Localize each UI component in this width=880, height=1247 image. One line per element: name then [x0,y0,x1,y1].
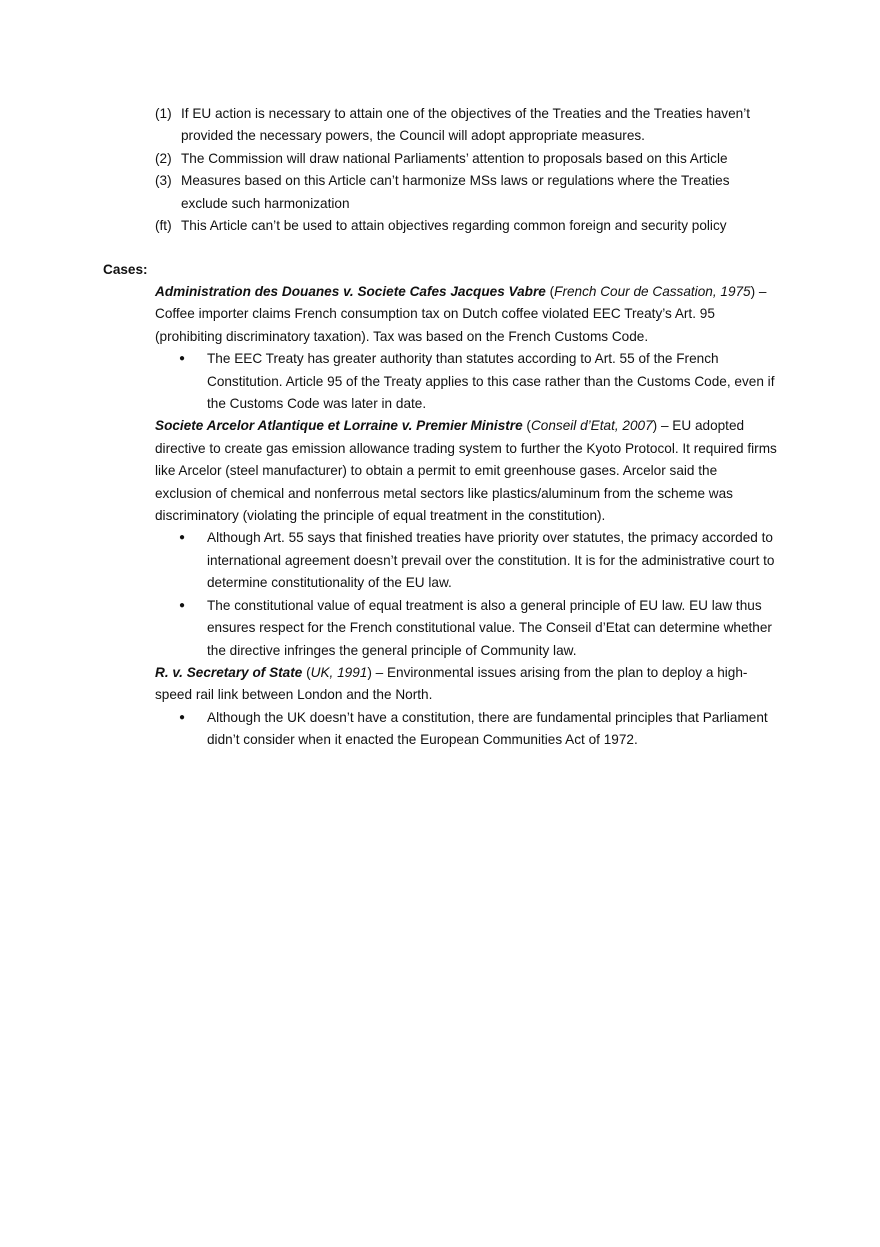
case-open-paren: ( [522,418,531,434]
bullet-item [155,527,777,594]
case-open-paren: ( [302,664,311,680]
numbered-item-text: If EU action is necessary to attain one of the objectives of the Treaties and the Treaties haven’t provided the necessary powers, the Council will adopt appropriate measures. [181,106,750,144]
bullet-icon: ● [179,532,186,544]
bullet-text: The EEC Treaty has greater authority than statutes according to Art. 55 of the French Constitution. Article 95 of the Treaty applies to this case rather than the Customs Code, even if the Customs Code was later in date. [207,351,775,412]
case-open-paren: ( [545,284,555,299]
case-summary: – EU adopted directive to create gas emission allowance trading system to further the Kyoto Protocol. It required firms like Arcelor (steel manufacturer) to obtain a permit to emit greenhouse gases. Arcelor said the exclusion of chemical and nonferrous metal sectors like plastics/aluminum from the scheme was discriminatory (violating the principle of equal treatment in the constitution). [155,418,777,524]
bullet-text: Although Art. 55 says that finished treaties have priority over statutes, the primacy accorded to international agreement doesn’t prevail over the constitution. It is for the administrative court to determine constitutionality of the EU law. [207,530,775,591]
bullet-text: The constitutional value of equal treatment is also a general principle of EU law. EU law thus ensures respect for the French constitutional value. The Conseil d’Etat can determine whether the directive infringes the general principle of Community law. [207,597,772,658]
case-summary: – Environmental issues arising from the plan to deploy a high-speed rail link between London and the North. [155,664,748,703]
case-bullet-list [155,527,777,661]
numbered-item-label: (1) [155,106,172,121]
case-name: R. v. Secretary of State [155,664,303,680]
case-close-paren: ) [367,664,372,680]
cases-section [155,281,777,752]
numbered-item-label: (3) [155,173,172,189]
numbered-item [155,148,780,170]
bullet-text: Although the UK doesn’t have a constitution, there are fundamental principles that Parliament didn’t consider when it enacted the European Communities Act of 1972. [207,709,768,748]
case-close-paren: ) [750,284,756,299]
case-bullet-list [155,707,777,752]
case-court: Conseil d’Etat, 2007 [530,418,653,434]
case-summary: – Coffee importer claims French consumption tax on Dutch coffee violated EEC Treaty’s Art. 95 (prohibiting discriminatory taxation). Tax was based on the French Customs Code. [155,284,767,344]
numbered-item-label: (ft) [155,218,172,234]
numbered-item-label: (2) [155,150,172,166]
case-bullet-list [155,348,777,415]
bullet-item [155,348,777,415]
numbered-item-text: Measures based on this Article can’t harmonize MSs laws or regulations where the Treaties exclude such harmonization [181,173,730,211]
bullet-icon: ● [179,711,186,723]
numbered-item-text: This Article can’t be used to attain objectives regarding common foreign and security policy [181,218,727,234]
bullet-icon: ● [179,353,186,365]
case-paragraph [155,662,777,707]
case-paragraph [155,281,777,348]
case-court: UK, 1991 [310,664,368,680]
case-name: Administration des Douanes v. Societe Cafes Jacques Vabre [155,284,546,299]
numbered-item [155,215,780,237]
numbered-item [155,170,780,215]
case-court: French Cour de Cassation, 1975 [554,284,751,299]
cases-heading: Cases: [103,262,148,277]
case-close-paren: ) [652,418,658,434]
bullet-icon: ● [179,599,186,611]
numbered-list [155,103,780,237]
case-paragraph [155,415,777,527]
bullet-item [155,595,777,662]
numbered-item-text: The Commission will draw national Parliaments’ attention to proposals based on this Article [181,150,728,166]
case-name: Societe Arcelor Atlantique et Lorraine v. Premier Ministre [155,418,523,434]
bullet-item [155,707,777,752]
numbered-item [155,103,780,148]
